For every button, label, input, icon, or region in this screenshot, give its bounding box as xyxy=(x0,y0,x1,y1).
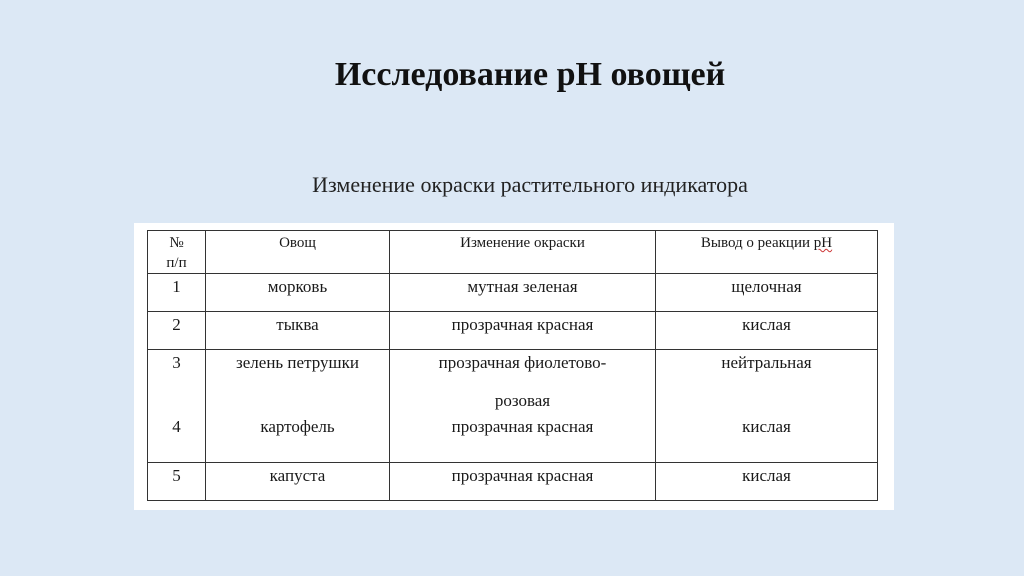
table-row xyxy=(148,463,878,501)
row-number: 1 xyxy=(148,274,206,312)
row-number: 2 xyxy=(148,312,206,350)
table-row xyxy=(148,274,878,312)
slide-subtitle: Изменение окраски растительного индикатора xyxy=(312,172,748,197)
ph-table xyxy=(147,230,878,501)
row-color: прозрачная красная xyxy=(390,463,656,501)
row-vegetable: капуста xyxy=(206,463,390,501)
row-color: прозрачная красная xyxy=(390,312,656,350)
header-vegetable: Овощ xyxy=(206,231,390,274)
row-vegetable: тыква xyxy=(206,312,390,350)
header-number: № п/п xyxy=(148,231,206,274)
table-panel xyxy=(134,223,894,510)
row-number-group: 3 4 xyxy=(148,350,206,463)
row-reaction-group: нейтральная кислая xyxy=(656,350,878,463)
header-color-change: Изменение окраски xyxy=(390,231,656,274)
table-row-merged xyxy=(148,350,878,463)
row-reaction: кислая xyxy=(656,463,878,501)
table-header-row xyxy=(148,231,878,274)
row-color-group: прозрачная фиолетово- розовая прозрачная красная xyxy=(390,350,656,463)
slide-title: Исследование pH овощей xyxy=(334,56,726,93)
row-reaction: кислая xyxy=(656,312,878,350)
row-color: мутная зеленая xyxy=(390,274,656,312)
row-number: 5 xyxy=(148,463,206,501)
row-reaction: щелочная xyxy=(656,274,878,312)
header-conclusion: Вывод о реакции pH xyxy=(656,231,878,274)
row-vegetable-group: зелень петрушки картофель xyxy=(206,350,390,463)
table-row xyxy=(148,312,878,350)
row-vegetable: морковь xyxy=(206,274,390,312)
